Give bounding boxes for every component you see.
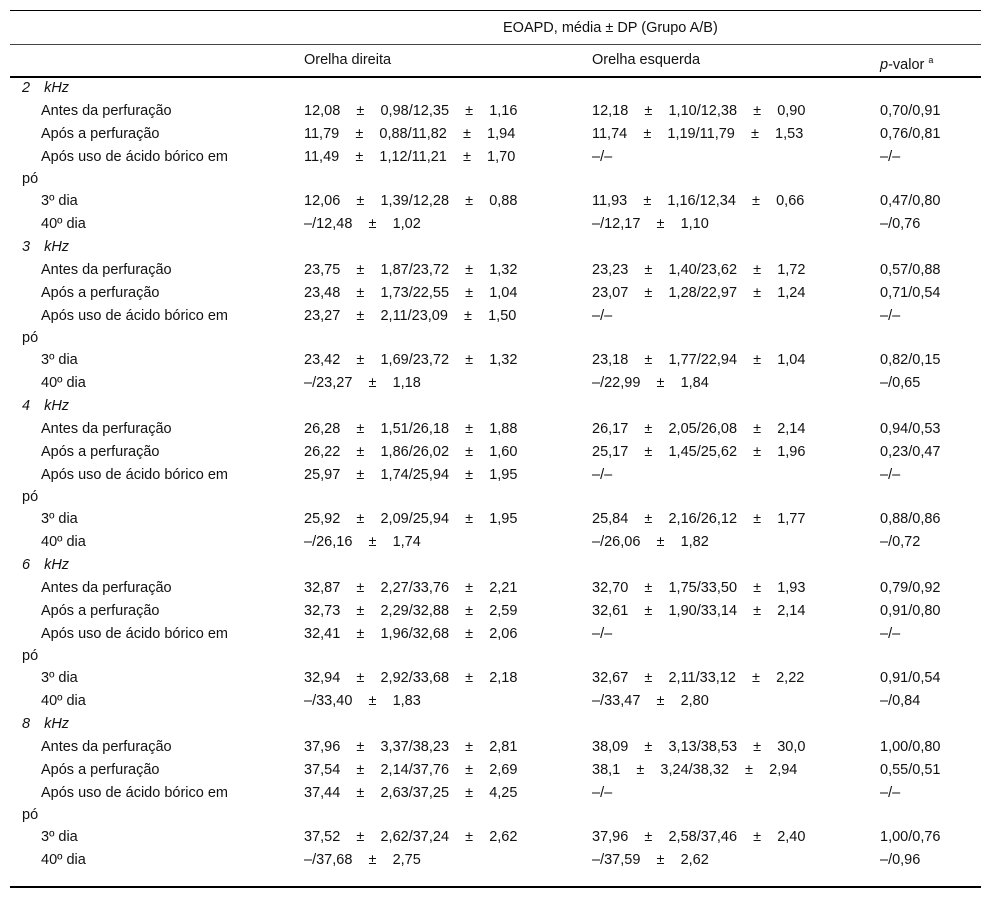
header-divider [10, 44, 981, 45]
p-value: 1,00/0,76 [880, 829, 941, 845]
right-ear-value: 12,06 ± 1,39/12,28 ± 0,88 [304, 193, 518, 209]
p-value: 0,79/0,92 [880, 580, 941, 596]
frequency-group-header [22, 78, 69, 98]
row-label: 40º dia [41, 216, 86, 232]
right-ear-value: 12,08 ± 0,98/12,35 ± 1,16 [304, 103, 518, 119]
p-value: 0,88/0,86 [880, 511, 941, 527]
left-ear-value: 12,18 ± 1,10/12,38 ± 0,90 [592, 103, 806, 119]
right-ear-value: 25,97 ± 1,74/25,94 ± 1,95 [304, 467, 518, 483]
p-value: 0,47/0,80 [880, 193, 941, 209]
p-value: –/– [880, 467, 901, 483]
right-ear-value: 23,48 ± 1,73/22,55 ± 1,04 [304, 285, 518, 301]
left-ear-value: 11,93 ± 1,16/12,34 ± 0,66 [592, 193, 805, 209]
row-label: 3º dia [41, 193, 78, 209]
row-label: 3º dia [41, 670, 78, 686]
row-label: 40º dia [41, 852, 86, 868]
row-label-continuation: pó [22, 807, 39, 823]
left-ear-value: 23,07 ± 1,28/22,97 ± 1,24 [592, 285, 806, 301]
right-ear-value: 32,87 ± 2,27/33,76 ± 2,21 [304, 580, 518, 596]
p-value: 0,57/0,88 [880, 262, 941, 278]
right-ear-value: –/12,48 ± 1,02 [304, 216, 421, 232]
frequency-value: 2 [22, 80, 31, 96]
frequency-group-header [22, 555, 69, 575]
p-value: 0,23/0,47 [880, 444, 941, 460]
row-label: 3º dia [41, 829, 78, 845]
frequency-value: 6 [22, 557, 31, 573]
frequency-group-header [22, 714, 69, 734]
right-ear-value: 32,94 ± 2,92/33,68 ± 2,18 [304, 670, 518, 686]
table-bottom-rule [10, 886, 981, 888]
row-label: Após uso de ácido bórico em [41, 149, 228, 165]
left-ear-value: 32,61 ± 1,90/33,14 ± 2,14 [592, 603, 806, 619]
left-ear-value: 25,84 ± 2,16/26,12 ± 1,77 [592, 511, 806, 527]
p-value: 0,91/0,80 [880, 603, 941, 619]
left-ear-value: 25,17 ± 1,45/25,62 ± 1,96 [592, 444, 806, 460]
row-label: 40º dia [41, 375, 86, 391]
right-ear-value: 37,52 ± 2,62/37,24 ± 2,62 [304, 829, 518, 845]
left-ear-value: –/– [592, 785, 613, 801]
group-header: EOAPD, média ± DP (Grupo A/B) [503, 20, 718, 36]
p-value: 0,71/0,54 [880, 285, 941, 301]
frequency-unit: kHz [44, 398, 70, 414]
row-label: Após a perfuração [41, 285, 160, 301]
row-label: Após uso de ácido bórico em [41, 308, 228, 324]
p-value: 0,70/0,91 [880, 103, 941, 119]
row-label: Antes da perfuração [41, 739, 172, 755]
frequency-group-header [22, 237, 69, 257]
right-ear-value: 11,79 ± 0,88/11,82 ± 1,94 [304, 126, 516, 142]
left-ear-value: 11,74 ± 1,19/11,79 ± 1,53 [592, 126, 804, 142]
row-label-continuation: pó [22, 171, 39, 187]
frequency-value: 3 [22, 239, 31, 255]
row-label-continuation: pó [22, 330, 39, 346]
right-ear-value: 23,75 ± 1,87/23,72 ± 1,32 [304, 262, 518, 278]
right-ear-value: –/33,40 ± 1,83 [304, 693, 421, 709]
p-value: –/– [880, 308, 901, 324]
left-ear-value: –/– [592, 308, 613, 324]
row-label: 3º dia [41, 352, 78, 368]
left-ear-value: 23,18 ± 1,77/22,94 ± 1,04 [592, 352, 806, 368]
left-ear-value: 32,70 ± 1,75/33,50 ± 1,93 [592, 580, 806, 596]
left-ear-value: –/22,99 ± 1,84 [592, 375, 709, 391]
row-label-continuation: pó [22, 648, 39, 664]
p-value: 0,55/0,51 [880, 762, 941, 778]
right-ear-value: 37,96 ± 3,37/38,23 ± 2,81 [304, 739, 518, 755]
right-ear-value: 26,28 ± 1,51/26,18 ± 1,88 [304, 421, 518, 437]
p-value: 0,91/0,54 [880, 670, 941, 686]
right-ear-value: 32,73 ± 2,29/32,88 ± 2,59 [304, 603, 518, 619]
left-ear-value: –/– [592, 626, 613, 642]
row-label: Após uso de ácido bórico em [41, 467, 228, 483]
frequency-unit: kHz [44, 716, 70, 732]
row-label: Após a perfuração [41, 603, 160, 619]
right-ear-value: 26,22 ± 1,86/26,02 ± 1,60 [304, 444, 518, 460]
right-ear-value: 37,44 ± 2,63/37,25 ± 4,25 [304, 785, 518, 801]
row-label: Antes da perfuração [41, 421, 172, 437]
row-label: 40º dia [41, 534, 86, 550]
frequency-unit: kHz [44, 80, 70, 96]
right-ear-value: 37,54 ± 2,14/37,76 ± 2,69 [304, 762, 518, 778]
p-value: –/0,65 [880, 375, 921, 391]
p-value: 1,00/0,80 [880, 739, 941, 755]
right-ear-value: 11,49 ± 1,12/11,21 ± 1,70 [304, 149, 516, 165]
right-ear-value: 23,42 ± 1,69/23,72 ± 1,32 [304, 352, 518, 368]
left-ear-value: –/– [592, 467, 613, 483]
row-label: Antes da perfuração [41, 262, 172, 278]
left-ear-value: 37,96 ± 2,58/37,46 ± 2,40 [592, 829, 806, 845]
left-ear-value: 38,1 ± 3,24/38,32 ± 2,94 [592, 762, 798, 778]
p-value: 0,94/0,53 [880, 421, 941, 437]
row-label-continuation: pó [22, 489, 39, 505]
table-top-rule [10, 10, 981, 11]
row-label: Após a perfuração [41, 762, 160, 778]
p-value: –/0,84 [880, 693, 921, 709]
p-value: 0,76/0,81 [880, 126, 941, 142]
left-ear-value: 26,17 ± 2,05/26,08 ± 2,14 [592, 421, 806, 437]
p-value: –/0,76 [880, 216, 921, 232]
header-bottom-rule [10, 76, 981, 78]
right-ear-value: 32,41 ± 1,96/32,68 ± 2,06 [304, 626, 518, 642]
left-ear-value: 38,09 ± 3,13/38,53 ± 30,0 [592, 739, 806, 755]
column-header-left-ear: Orelha esquerda [592, 52, 701, 68]
column-header-p-value: p-valor $^a$ [880, 55, 934, 73]
p-value: –/– [880, 149, 901, 165]
frequency-value: 4 [22, 398, 31, 414]
left-ear-value: –/– [592, 149, 613, 165]
row-label: Após a perfuração [41, 126, 160, 142]
left-ear-value: –/33,47 ± 2,80 [592, 693, 709, 709]
right-ear-value: 25,92 ± 2,09/25,94 ± 1,95 [304, 511, 518, 527]
right-ear-value: –/23,27 ± 1,18 [304, 375, 421, 391]
right-ear-value: 23,27 ± 2,11/23,09 ± 1,50 [304, 308, 517, 324]
row-label: Após uso de ácido bórico em [41, 626, 228, 642]
left-ear-value: –/26,06 ± 1,82 [592, 534, 709, 550]
row-label: Após a perfuração [41, 444, 160, 460]
frequency-unit: kHz [44, 557, 70, 573]
p-value: 0,82/0,15 [880, 352, 941, 368]
column-header-right-ear: Orelha direita [304, 52, 392, 68]
left-ear-value: –/37,59 ± 2,62 [592, 852, 709, 868]
right-ear-value: –/37,68 ± 2,75 [304, 852, 421, 868]
frequency-value: 8 [22, 716, 31, 732]
row-label: Antes da perfuração [41, 103, 172, 119]
left-ear-value: 23,23 ± 1,40/23,62 ± 1,72 [592, 262, 806, 278]
row-label: 40º dia [41, 693, 86, 709]
p-value: –/0,96 [880, 852, 921, 868]
row-label: Após uso de ácido bórico em [41, 785, 228, 801]
frequency-group-header [22, 396, 69, 416]
p-value: –/– [880, 785, 901, 801]
row-label: Antes da perfuração [41, 580, 172, 596]
p-value: –/0,72 [880, 534, 921, 550]
p-value: –/– [880, 626, 901, 642]
left-ear-value: –/12,17 ± 1,10 [592, 216, 709, 232]
right-ear-value: –/26,16 ± 1,74 [304, 534, 421, 550]
left-ear-value: 32,67 ± 2,11/33,12 ± 2,22 [592, 670, 805, 686]
row-label: 3º dia [41, 511, 78, 527]
frequency-unit: kHz [44, 239, 70, 255]
